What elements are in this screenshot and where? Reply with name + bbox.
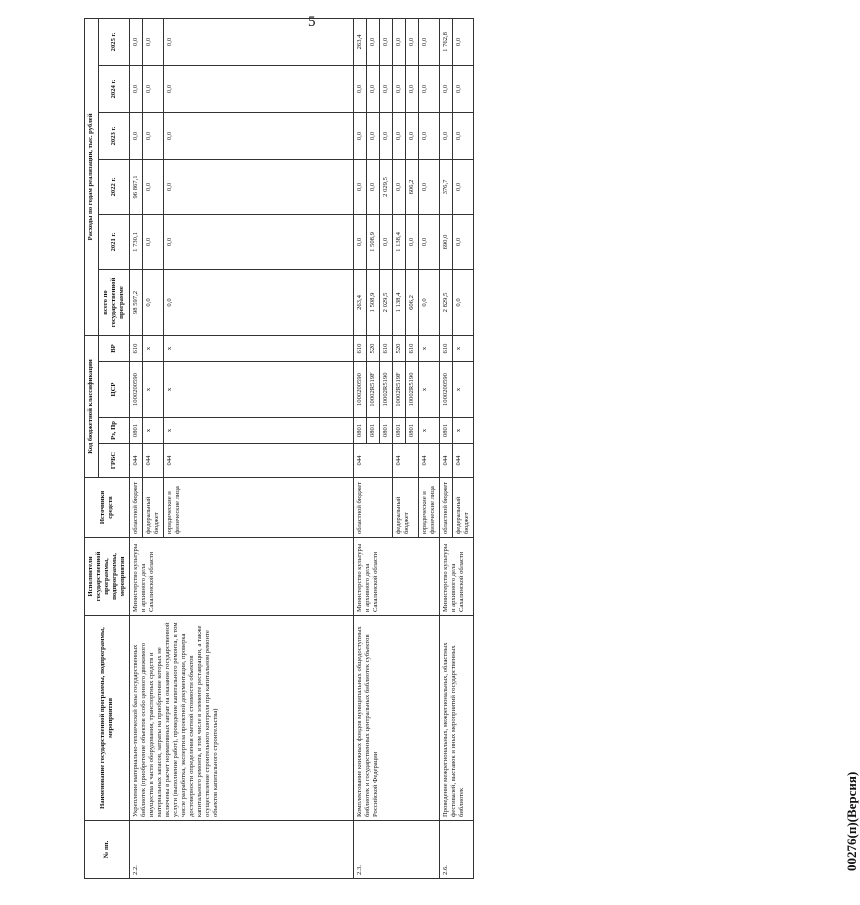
cell-total: 0,0 [143,269,164,335]
cell-source: областной бюджет [354,478,393,538]
cell-2021: 0,0 [380,214,393,269]
row-name: Укрепление материально-технической базы государственных библиотек (приобретение объектов особо ценного движимого имущества в части оборудования, транспортных средств и материальных запасов, затраты на приобретение которых не включены в расчет нормативных затрат на оказание государственной услуги (выполнение работ), проведение капитального ремонта, в том числе разработка, экспертиза проектной документации, проверка достоверности определения сметной стоимости объектов капитального ремонта, в том числе в элементе реставрации, а также осуществление строительного контроля при капитальном ремонте объектов капитального строительства) [130,616,354,821]
cell-2025: 0,0 [419,18,440,65]
cell-csr: 10002R5190 [406,362,419,418]
cell-2023: 0,0 [354,112,367,159]
cell-source: федеральный бюджет [143,478,164,538]
cell-2022: 0,0 [393,159,406,214]
cell-csr: 10002R5190 [380,362,393,418]
cell-grbs: 044 [393,444,419,478]
cell-csr: 10002R519F [393,362,406,418]
cell-grbs: 044 [419,444,440,478]
row-num: 2.2. [130,821,354,879]
cell-csr: х [164,362,354,418]
cell-2022: 0,0 [354,159,367,214]
cell-2022: 606,2 [406,159,419,214]
cell-2021: 0,0 [453,214,474,269]
cell-source: юридические и физические лица [164,478,354,538]
row-name: Проведение межрегиональных, межрегиональных, областных фестивалей, выставок и иных мероприятий государственных библиотек [440,616,474,821]
cell-2025: 1 762,8 [440,18,453,65]
cell-csr: 1000200590 [130,362,143,418]
header-rzpr: Рз, Пр [98,418,129,444]
cell-total: 2 829,5 [440,269,453,335]
header-name: Наименование государственной программы, подпрограммы, мероприятия [85,616,130,821]
cell-2025: 0,0 [453,18,474,65]
cell-2023: 0,0 [393,112,406,159]
cell-2024: 0,0 [130,65,143,112]
table-row [440,18,453,878]
cell-2024: 0,0 [143,65,164,112]
cell-2021: 1 730,1 [130,214,143,269]
cell-2022: 96 867,1 [130,159,143,214]
cell-source: областной бюджет [440,478,453,538]
cell-2021: 0,0 [419,214,440,269]
cell-total: 1 138,4 [393,269,406,335]
header-sources: Источники средств [85,478,130,538]
cell-total: 1 508,9 [367,269,380,335]
cell-vr: 610 [380,335,393,361]
footer-code: 00276(п)(Версия) [844,771,859,871]
cell-2025: 0,0 [380,18,393,65]
cell-vr: 520 [393,335,406,361]
header-vr: ВР [98,335,129,361]
cell-grbs: 044 [164,444,354,478]
cell-total: 0,0 [453,269,474,335]
cell-csr: 1000200590 [440,362,453,418]
cell-grbs: 044 [453,444,474,478]
header-2022: 2022 г. [98,159,129,214]
cell-csr: 10002R519F [367,362,380,418]
cell-total: 2 029,5 [380,269,393,335]
cell-rzpr: х [453,418,474,444]
cell-rzpr: х [419,418,440,444]
cell-vr: 610 [354,335,367,361]
cell-grbs: 044 [354,444,393,478]
cell-2022: 0,0 [164,159,354,214]
cell-2025: 0,0 [143,18,164,65]
header-2023: 2023 г. [98,112,129,159]
cell-2022: 0,0 [453,159,474,214]
header-total: всего по государственной программе [98,269,129,335]
cell-2022: 0,0 [367,159,380,214]
header-num: № пп. [85,821,130,879]
cell-2023: 0,0 [440,112,453,159]
cell-rzpr: 0801 [380,418,393,444]
cell-csr: х [453,362,474,418]
cell-2022: 2 029,5 [380,159,393,214]
cell-2024: 0,0 [164,65,354,112]
header-2025: 2025 г. [98,18,129,65]
cell-2025: 0,0 [406,18,419,65]
cell-2025: 0,0 [130,18,143,65]
row-executor: Министерство культуры и архивного дела Сахалинской области [130,538,354,616]
page-number: 5 [308,14,316,30]
cell-2024: 0,0 [419,65,440,112]
cell-rzpr: х [164,418,354,444]
cell-rzpr: 0801 [367,418,380,444]
cell-2023: 0,0 [453,112,474,159]
cell-2025: 0,0 [367,18,380,65]
cell-total: 606,2 [406,269,419,335]
cell-2021: 0,0 [354,214,367,269]
cell-2024: 0,0 [393,65,406,112]
header-2021: 2021 г. [98,214,129,269]
cell-2023: 0,0 [380,112,393,159]
header-executor: Исполнители государственной программы, подпрограммы, мероприятия [85,538,130,616]
header-grbs: ГРБС [98,444,129,478]
cell-2023: 0,0 [367,112,380,159]
row-num: 2.6. [440,821,474,879]
cell-source: федеральный бюджет [453,478,474,538]
cell-2024: 0,0 [380,65,393,112]
header-expenses: Расходы по годам реализации, тыс. рублей [85,18,99,335]
cell-2021: 1 508,9 [367,214,380,269]
cell-rzpr: 0801 [130,418,143,444]
cell-2025: 0,0 [164,18,354,65]
cell-rzpr: 0801 [440,418,453,444]
cell-2022: 0,0 [143,159,164,214]
cell-2021: 0,0 [406,214,419,269]
cell-vr: 610 [406,335,419,361]
cell-vr: х [164,335,354,361]
row-name: Комплектование книжных фондов муниципальных общедоступных библиотек и государственных центральных библиотек субъектов Российской Федерации [354,616,440,821]
cell-rzpr: 0801 [354,418,367,444]
cell-2024: 0,0 [367,65,380,112]
cell-rzpr: 0801 [406,418,419,444]
cell-vr: х [453,335,474,361]
cell-grbs: 044 [130,444,143,478]
cell-2023: 0,0 [406,112,419,159]
cell-csr: х [419,362,440,418]
cell-grbs: 044 [440,444,453,478]
budget-table [84,18,474,879]
cell-2023: 0,0 [164,112,354,159]
cell-vr: 610 [130,335,143,361]
cell-2025: 0,0 [393,18,406,65]
cell-2025: 263,4 [354,18,367,65]
cell-2021: 0,0 [143,214,164,269]
cell-source: федеральный бюджет [393,478,419,538]
header-2024: 2024 г. [98,65,129,112]
cell-2021: 0,0 [164,214,354,269]
cell-2023: 0,0 [130,112,143,159]
cell-2024: 0,0 [354,65,367,112]
cell-vr: 610 [440,335,453,361]
cell-2022: 376,7 [440,159,453,214]
cell-2024: 0,0 [440,65,453,112]
cell-source: юридические и физические лица [419,478,440,538]
cell-total: 263,4 [354,269,367,335]
cell-vr: х [143,335,164,361]
cell-2024: 0,0 [453,65,474,112]
cell-csr: х [143,362,164,418]
cell-total: 0,0 [419,269,440,335]
table-row [354,18,367,878]
cell-total: 98 597,2 [130,269,143,335]
row-executor: Министерство культуры и архивного дела Сахалинской области [440,538,474,616]
rotated-table-wrapper [84,32,859,879]
row-num: 2.3. [354,821,440,879]
cell-source: областной бюджет [130,478,143,538]
cell-2021: 1 138,4 [393,214,406,269]
cell-2023: 0,0 [143,112,164,159]
cell-vr: 520 [367,335,380,361]
cell-rzpr: х [143,418,164,444]
header-csr: ЦСР [98,362,129,418]
cell-2024: 0,0 [406,65,419,112]
table-row [130,18,143,878]
header-budget-codes: Код бюджетной классификации [85,335,99,477]
cell-csr: 1000200590 [354,362,367,418]
cell-2021: 690,0 [440,214,453,269]
cell-2023: 0,0 [419,112,440,159]
cell-vr: х [419,335,440,361]
cell-total: 0,0 [164,269,354,335]
cell-2022: 0,0 [419,159,440,214]
row-executor: Министерство культуры и архивного дела Сахалинской области [354,538,440,616]
cell-grbs: 044 [143,444,164,478]
cell-rzpr: 0801 [393,418,406,444]
